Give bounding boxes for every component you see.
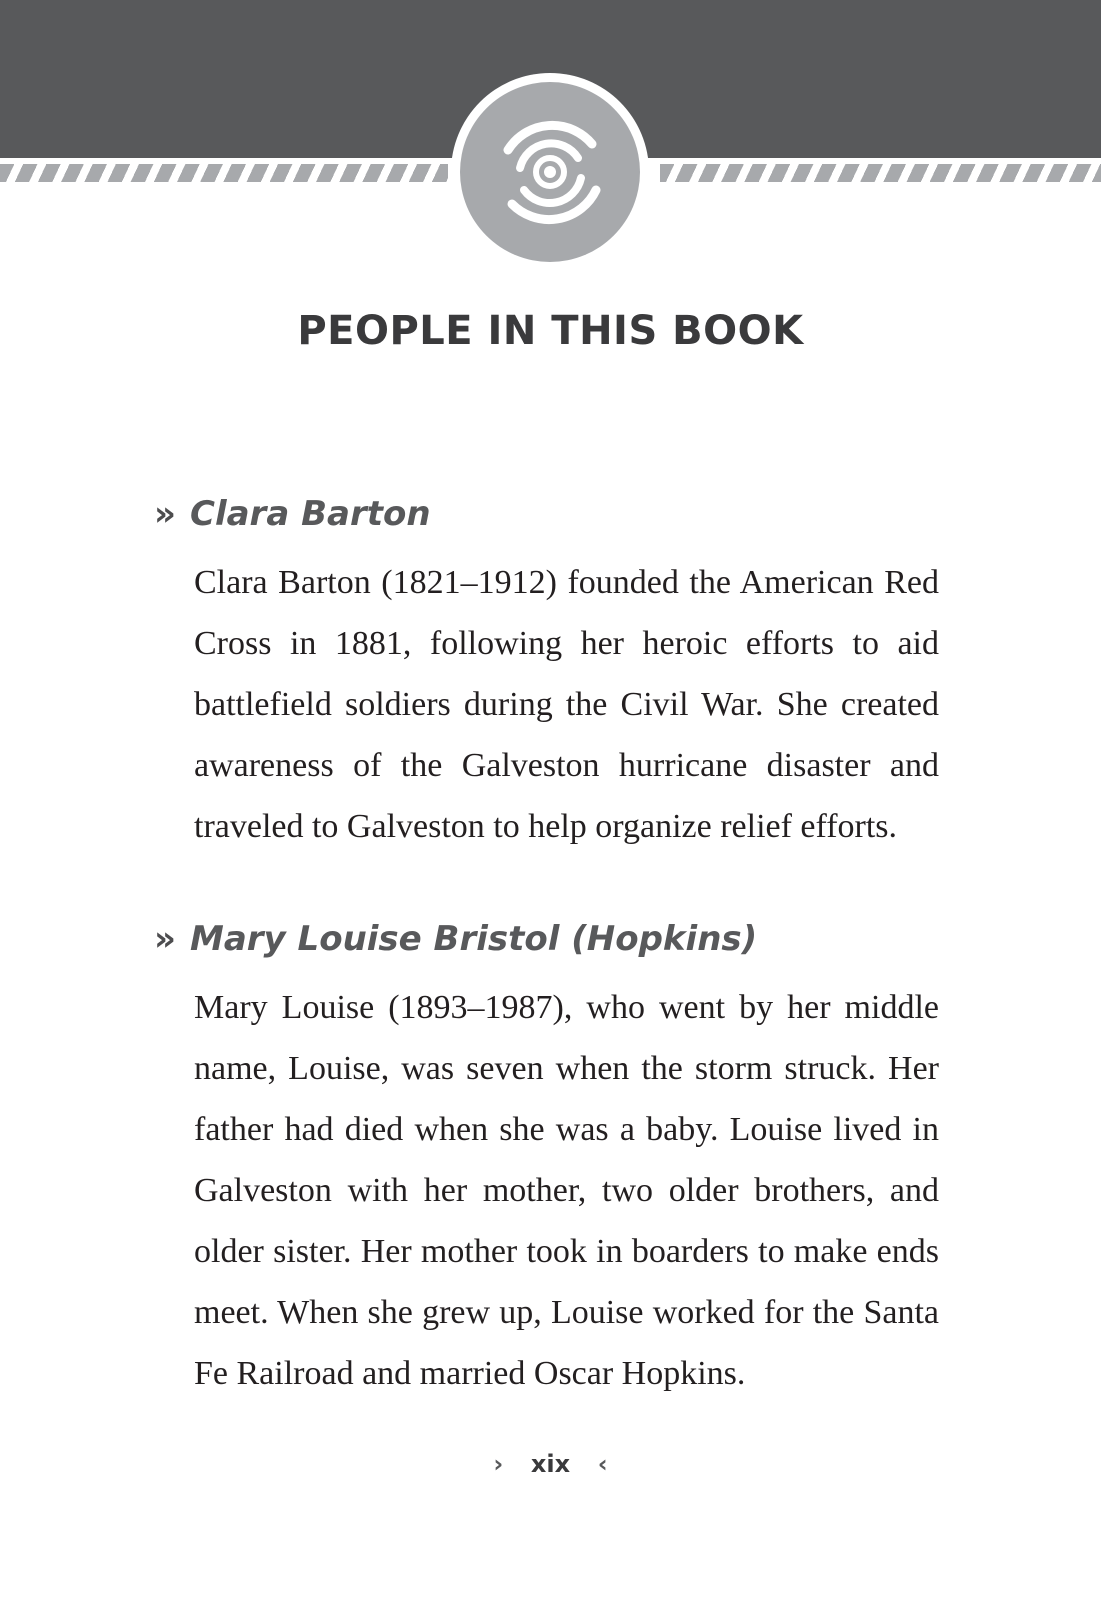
person-description: Mary Louise (1893–1987), who went by her middle name, Louise, was seven when the storm struck. Her father had died when she was a baby. Louise lived in Galveston with her mother, two older brothers, and older sister. Her mother took in boarders to make ends meet. When she grew up, Louise worked for the Santa Fe Railroad and married Oscar Hopkins. [194, 989, 939, 1392]
double-chevron-right-icon: » [154, 494, 176, 534]
chevron-right-icon: › [493, 1450, 504, 1478]
header-stripe-left [0, 164, 448, 182]
page-title: PEOPLE IN THIS BOOK [297, 308, 804, 354]
person-entry [0, 917, 1101, 1392]
person-name: Mary Louise Bristol (Hopkins) [190, 919, 758, 959]
person-entry-heading [0, 492, 1101, 540]
header-stripe-right [660, 164, 1101, 182]
person-name: Clara Barton [190, 494, 431, 534]
page-number: xix [530, 1450, 571, 1478]
person-entry-heading [0, 917, 1101, 965]
person-description: Clara Barton (1821–1912) founded the American Red Cross in 1881, following her heroic efforts to aid battlefield soldiers during the Civil War. She created awareness of the Galveston hurricane disaster and traveled to Galveston to help organize relief efforts. [194, 564, 939, 845]
page-folio [0, 1450, 1101, 1478]
hurricane-icon [450, 72, 650, 272]
chevron-left-icon: ‹ [597, 1450, 608, 1478]
double-chevron-right-icon: » [154, 919, 176, 959]
person-entry [0, 492, 1101, 845]
